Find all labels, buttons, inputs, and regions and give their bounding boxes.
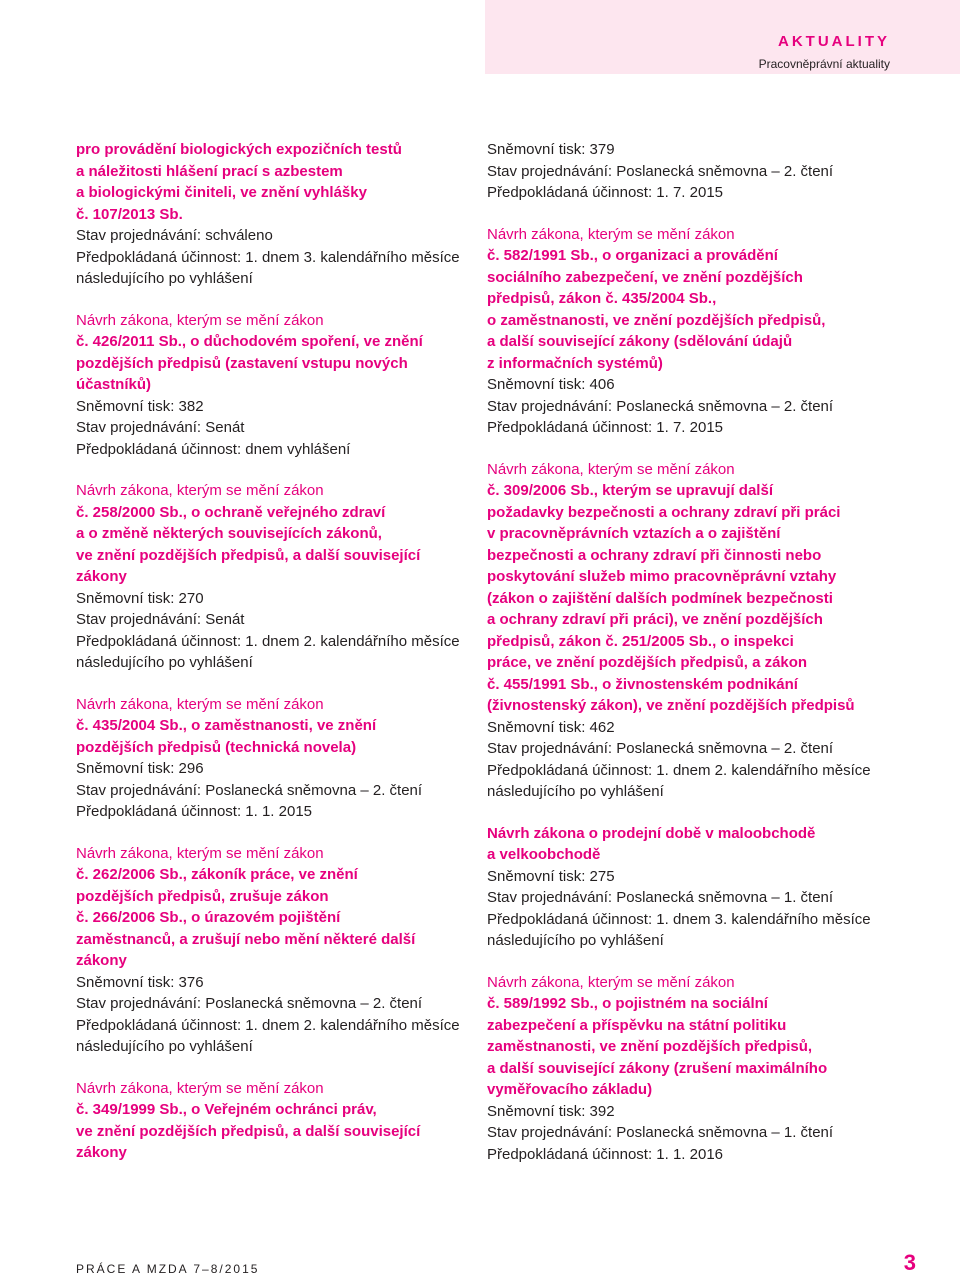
entry-title: č. 258/2000 Sb., o ochraně veřejného zdraví [76,503,386,521]
entry-detail: Předpokládaná účinnost: 1. dnem 2. kalendářního měsíce [487,761,871,779]
entry-detail: Stav projednávání: Poslanecká sněmovna – 1. čtení [487,889,834,906]
entry-detail: Stav projednávání: schváleno [76,227,273,244]
entry-detail: Předpokládaná účinnost: 1. dnem 3. kalendářního měsíce [76,248,460,266]
entry-detail: Předpokládaná účinnost: 1. 1. 2015 [76,803,313,820]
entry-title: o zaměstnanosti, ve znění pozdějších předpisů, [487,311,826,329]
bill-entry [76,1078,476,1164]
entry-detail: Sněmovní tisk: 376 [76,973,204,991]
entry-title: bezpečnosti a ochrany zdraví při činnosti nebo [487,546,822,564]
entry-detail: Stav projednávání: Poslanecká sněmovna – 2. čtení [76,781,423,799]
entry-detail: následujícího po vyhlášení [76,654,253,671]
bill-entry [487,459,892,803]
entry-detail: Předpokládaná účinnost: 1. dnem 3. kalendářního měsíce [487,910,871,928]
entry-title: a další související zákony (sdělování údajů [487,333,793,350]
entry-title: č. 266/2006 Sb., o úrazovém pojištění [76,909,341,926]
entry-title: zaměstnanců, a zrušují nebo mění některé další [76,930,416,948]
entry-title: pozdějších předpisů (technická novela) [76,738,357,756]
entry-heading: Návrh zákona, kterým se mění zákon [487,973,735,991]
entry-title: a biologickými činiteli, ve znění vyhlášky [76,184,367,201]
entry-title: pozdějších předpisů (zastavení vstupu nových [76,354,408,372]
entry-detail: Stav projednávání: Poslanecká sněmovna – 2. čtení [76,995,423,1012]
entry-title: předpisů, zákon č. 435/2004 Sb., [487,290,717,307]
entry-title: č. 349/1999 Sb., o Veřejném ochránci práv, [76,1101,377,1118]
entry-heading: Návrh zákona, kterým se mění zákon [487,225,735,243]
publication-footer: PRÁCE A MZDA 7–8/2015 [76,1262,260,1276]
entry-title: (zákon o zajištění dalších podmínek bezpečnosti [487,589,833,607]
entry-detail: Předpokládaná účinnost: 1. 7. 2015 [487,184,724,201]
entry-title: práce, ve znění pozdějších předpisů, a zákon [487,654,808,671]
entry-title: požadavky bezpečnosti a ochrany zdraví při práci [487,503,841,521]
entry-title: zabezpečení a příspěvku na státní politiku [487,1016,787,1034]
bill-entry [487,823,892,952]
entry-detail: Sněmovní tisk: 275 [487,867,615,885]
entry-title: č. 107/2013 Sb. [76,205,183,223]
entry-detail: Stav projednávání: Poslanecká sněmovna – 2. čtení [487,162,834,180]
entry-heading: Návrh zákona, kterým se mění zákon [76,311,324,329]
entry-title: zákony [76,568,127,585]
entry-detail: Stav projednávání: Senát [76,611,245,628]
entry-detail: Stav projednávání: Poslanecká sněmovna – 1. čtení [487,1124,834,1141]
entry-title: č. 589/1992 Sb., o pojistném na sociální [487,995,768,1012]
entry-detail: Předpokládaná účinnost: 1. 1. 2016 [487,1145,724,1163]
entry-detail: následujícího po vyhlášení [487,932,664,949]
entry-title: vyměřovacího základu) [487,1081,653,1098]
entry-title: č. 262/2006 Sb., zákoník práce, ve znění [76,866,358,883]
bill-entry [487,224,892,439]
entry-title: ve znění pozdějších předpisů, a další související [76,546,421,564]
entry-title: předpisů, zákon č. 251/2005 Sb., o inspekci [487,632,794,650]
entry-detail: Předpokládaná účinnost: 1. dnem 2. kalendářního měsíce [76,632,460,650]
entry-title: v pracovněprávních vztazích a o zajištění [487,525,781,542]
entry-title: (živnostenský zákon), ve znění pozdějších předpisů [487,697,855,714]
entry-detail: Předpokládaná účinnost: 1. dnem 2. kalendářního měsíce [76,1016,460,1034]
entry-title: sociálního zabezpečení, ve znění pozdějších [487,268,803,286]
entry-title: zákony [76,1144,127,1161]
entry-detail: následujícího po vyhlášení [76,1038,253,1055]
entry-detail: Stav projednávání: Poslanecká sněmovna – 2. čtení [487,740,834,757]
entry-detail: Sněmovní tisk: 379 [487,141,615,158]
entry-heading: Návrh zákona, kterým se mění zákon [76,695,324,713]
entry-title: pozdějších předpisů, zrušuje zákon [76,887,329,905]
entry-title: ve znění pozdějších předpisů, a další související [76,1122,421,1140]
entry-detail: Předpokládaná účinnost: 1. 7. 2015 [487,419,724,436]
entry-title: č. 582/1991 Sb., o organizaci a provádění [487,247,778,264]
entry-title: a ochrany zdraví při práci), ve znění pozdějších [487,611,823,628]
entry-title: č. 435/2004 Sb., o zaměstnanosti, ve znění [76,717,377,734]
bill-entry [76,843,476,1058]
entry-title: zákony [76,952,127,969]
entry-detail: Sněmovní tisk: 462 [487,718,615,736]
entry-detail: následujícího po vyhlášení [487,783,664,800]
entry-title: Návrh zákona o prodejní době v maloobchodě [487,824,816,842]
entry-title: a velkoobchodě [487,846,601,863]
entry-title: č. 426/2011 Sb., o důchodovém spoření, ve znění [76,333,423,350]
entry-heading: Návrh zákona, kterým se mění zákon [487,460,735,478]
entry-detail: Sněmovní tisk: 296 [76,760,204,777]
bill-entry [487,972,892,1166]
entry-detail: Sněmovní tisk: 270 [76,589,204,607]
entry-title: a náležitosti hlášení prací s azbestem [76,162,343,180]
entry-detail: Předpokládaná účinnost: dnem vyhlášení [76,440,351,458]
entry-title: z informačních systémů) [487,354,663,372]
entry-heading: Návrh zákona, kterým se mění zákon [76,1079,324,1097]
entry-title: účastníků) [76,376,152,393]
bill-entry [487,139,892,204]
left-column [76,139,476,1184]
entry-title: č. 455/1991 Sb., o živnostenském podnikání [487,675,798,693]
bill-entry [76,139,476,290]
entry-title: pro provádění biologických expozičních testů [76,141,402,158]
entry-detail: Sněmovní tisk: 392 [487,1102,615,1120]
entry-heading: Návrh zákona, kterým se mění zákon [76,844,324,862]
section-title: AKTUALITY [778,33,890,50]
entry-detail: Sněmovní tisk: 382 [76,397,204,415]
entry-detail: Stav projednávání: Poslanecká sněmovna – 2. čtení [487,397,834,415]
entry-detail: následujícího po vyhlášení [76,270,253,287]
entry-title: č. 309/2006 Sb., kterým se upravují další [487,482,773,499]
bill-entry [76,310,476,461]
entry-detail: Sněmovní tisk: 406 [487,376,615,393]
bill-entry [76,694,476,823]
right-column [487,139,892,1185]
section-subtitle: Pracovněprávní aktuality [758,57,890,71]
entry-title: zaměstnanosti, ve znění pozdějších předpisů, [487,1038,813,1055]
page-number: 3 [903,1250,916,1275]
entry-title: poskytování služeb mimo pracovněprávní vztahy [487,568,837,585]
entry-title: a o změně některých souvisejících zákonů, [76,525,382,542]
entry-title: a další související zákony (zrušení maximálního [487,1059,828,1077]
entry-detail: Stav projednávání: Senát [76,419,245,436]
entry-heading: Návrh zákona, kterým se mění zákon [76,482,324,499]
bill-entry [76,480,476,674]
